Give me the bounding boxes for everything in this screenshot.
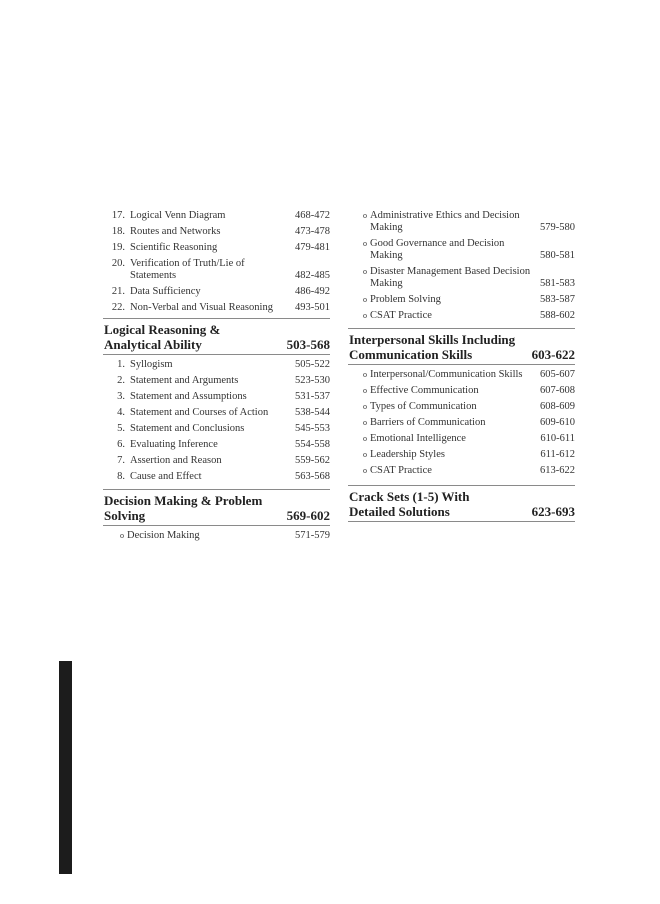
entry-title: [370, 238, 536, 262]
toc-right-column: [348, 206, 575, 522]
entry-title: Emotional Intelligence: [370, 433, 466, 444]
bullet-marker: o: [363, 267, 367, 276]
section-pages: 503-568: [286, 337, 330, 352]
entry-number: 8.: [117, 471, 125, 482]
entry-number: 2.: [117, 375, 125, 386]
section-title-line: Communication Skills: [349, 347, 473, 362]
entry-number: 5.: [117, 423, 125, 434]
toc-entry: [348, 397, 575, 413]
toc-entry: [103, 298, 330, 314]
toc-entry: [348, 445, 575, 461]
bullet-marker: o: [363, 239, 367, 248]
toc-entry: [103, 254, 330, 282]
entry-number: 22.: [111, 302, 125, 313]
entry-number: 21.: [111, 286, 125, 297]
entry-title-line: Administrative Ethics and Decision: [370, 210, 520, 221]
entry-title-line: Making: [370, 278, 403, 289]
entry-pages: 545-553: [295, 423, 330, 434]
entry-title-line: Disaster Management Based Decision: [370, 266, 531, 277]
entry-pages: 473-478: [295, 226, 330, 237]
entry-pages: 559-562: [295, 455, 330, 466]
entry-number: 3.: [117, 391, 125, 402]
entry-pages: 610-611: [540, 433, 575, 444]
section-heading-interpersonal-skills: [348, 328, 575, 365]
entry-title: [370, 266, 536, 290]
toc-entry: [348, 413, 575, 429]
entry-title: Interpersonal/Communication Skills: [370, 369, 523, 380]
entry-pages: 609-610: [540, 417, 575, 428]
toc-entry: [103, 467, 330, 483]
toc-entry: [103, 371, 330, 387]
toc-entry: [348, 381, 575, 397]
entry-title-line: Statements: [130, 270, 177, 281]
bullet-marker: o: [363, 211, 367, 220]
entry-pages: 611-612: [540, 449, 575, 460]
toc-entry: [103, 206, 330, 222]
entry-title: Leadership Styles: [370, 449, 445, 460]
section-title-line: Detailed Solutions: [349, 504, 450, 519]
entry-title-line: Good Governance and Decision: [370, 238, 505, 249]
toc-entry: [103, 403, 330, 419]
bullet-marker: o: [363, 402, 367, 411]
toc-entry: [103, 282, 330, 298]
entry-number: 4.: [117, 407, 125, 418]
entry-title: Data Sufficiency: [130, 286, 201, 297]
bullet-marker: o: [363, 295, 367, 304]
entry-title: CSAT Practice: [370, 310, 432, 321]
entry-pages: 523-530: [295, 375, 330, 386]
toc-entry: [348, 262, 575, 290]
entry-title: [125, 258, 291, 282]
toc-entry: [103, 526, 330, 542]
page-edge-bar: [59, 661, 72, 874]
toc-entry: [348, 306, 575, 322]
entry-number: 20.: [111, 258, 125, 269]
entry-title: Problem Solving: [370, 294, 441, 305]
toc-entry: [348, 234, 575, 262]
entry-title: Assertion and Reason: [130, 455, 222, 466]
toc-entry: [103, 355, 330, 371]
bullet-marker: o: [363, 450, 367, 459]
toc-left-column: [103, 206, 330, 542]
toc-entry: [348, 429, 575, 445]
bullet-marker: o: [363, 370, 367, 379]
toc-entry: [348, 365, 575, 381]
entry-title-line: Making: [370, 222, 403, 233]
section-title-line: Interpersonal Skills Including: [349, 332, 516, 347]
bullet-marker: o: [363, 311, 367, 320]
entry-title: Non-Verbal and Visual Reasoning: [130, 302, 273, 313]
entry-title: Types of Communication: [370, 401, 477, 412]
entry-pages: 613-622: [540, 465, 575, 476]
section-heading-decision-making: [103, 489, 330, 526]
entry-title: Routes and Networks: [130, 226, 221, 237]
toc-entry: [103, 419, 330, 435]
section-heading-crack-sets: [348, 485, 575, 522]
entry-pages: 571-579: [295, 530, 330, 541]
entry-pages: 468-472: [295, 210, 330, 221]
toc-entry: [103, 222, 330, 238]
entry-number: 19.: [111, 242, 125, 253]
entry-title: Syllogism: [130, 359, 173, 370]
section-title-line: Decision Making & Problem: [104, 493, 263, 508]
entry-title: Scientific Reasoning: [130, 242, 218, 253]
entry-title: CSAT Practice: [370, 465, 432, 476]
entry-pages: 605-607: [540, 369, 575, 380]
section-pages: 623-693: [531, 504, 575, 519]
entry-pages: 608-609: [540, 401, 575, 412]
toc-entry: [348, 461, 575, 477]
entry-title: Decision Making: [127, 530, 200, 541]
section-pages: 569-602: [286, 508, 330, 523]
toc-entry: [103, 451, 330, 467]
entry-title: Statement and Arguments: [130, 375, 239, 386]
toc-entry: [348, 290, 575, 306]
entry-number: 1.: [117, 359, 125, 370]
entry-title: Barriers of Communication: [370, 417, 486, 428]
section-title-line: Crack Sets (1-5) With: [349, 489, 470, 504]
entry-title: Effective Communication: [370, 385, 479, 396]
section-pages: 603-622: [531, 347, 575, 362]
entry-title: Cause and Effect: [130, 471, 202, 482]
section-title-line: Solving: [104, 508, 146, 523]
section-heading-logical-reasoning: [103, 318, 330, 355]
entry-title: Statement and Conclusions: [130, 423, 245, 434]
entry-title: Evaluating Inference: [130, 439, 218, 450]
entry-number: 7.: [117, 455, 125, 466]
entry-pages: 607-608: [540, 385, 575, 396]
entry-pages: 482-485: [295, 270, 330, 281]
toc-entry: [103, 238, 330, 254]
bullet-marker: o: [120, 531, 124, 540]
toc-entry: [103, 387, 330, 403]
entry-pages: 563-568: [295, 471, 330, 482]
entry-number: 17.: [111, 210, 125, 221]
entry-pages: 493-501: [295, 302, 330, 313]
section-title-line: Logical Reasoning &: [104, 322, 221, 337]
entry-pages: 554-558: [295, 439, 330, 450]
entry-pages: 479-481: [295, 242, 330, 253]
entry-title: Statement and Courses of Action: [130, 407, 269, 418]
entry-pages: 538-544: [295, 407, 330, 418]
entry-title-line: Verification of Truth/Lie of: [130, 258, 245, 269]
entry-pages: 583-587: [540, 294, 575, 305]
entry-pages: 588-602: [540, 310, 575, 321]
entry-pages: 505-522: [295, 359, 330, 370]
bullet-marker: o: [363, 386, 367, 395]
entry-pages: 486-492: [295, 286, 330, 297]
bullet-marker: o: [363, 434, 367, 443]
section-title-line: Analytical Ability: [104, 337, 202, 352]
entry-pages: 531-537: [295, 391, 330, 402]
entry-title-line: Making: [370, 250, 403, 261]
entry-pages: 581-583: [540, 278, 575, 289]
toc-entry: [348, 206, 575, 234]
entry-number: 18.: [111, 226, 125, 237]
entry-title: [370, 210, 536, 234]
entry-pages: 580-581: [540, 250, 575, 261]
entry-number: 6.: [117, 439, 125, 450]
entry-title: Statement and Assumptions: [130, 391, 247, 402]
entry-title: Logical Venn Diagram: [130, 210, 226, 221]
bullet-marker: o: [363, 466, 367, 475]
toc-entry: [103, 435, 330, 451]
entry-pages: 579-580: [540, 222, 575, 233]
bullet-marker: o: [363, 418, 367, 427]
